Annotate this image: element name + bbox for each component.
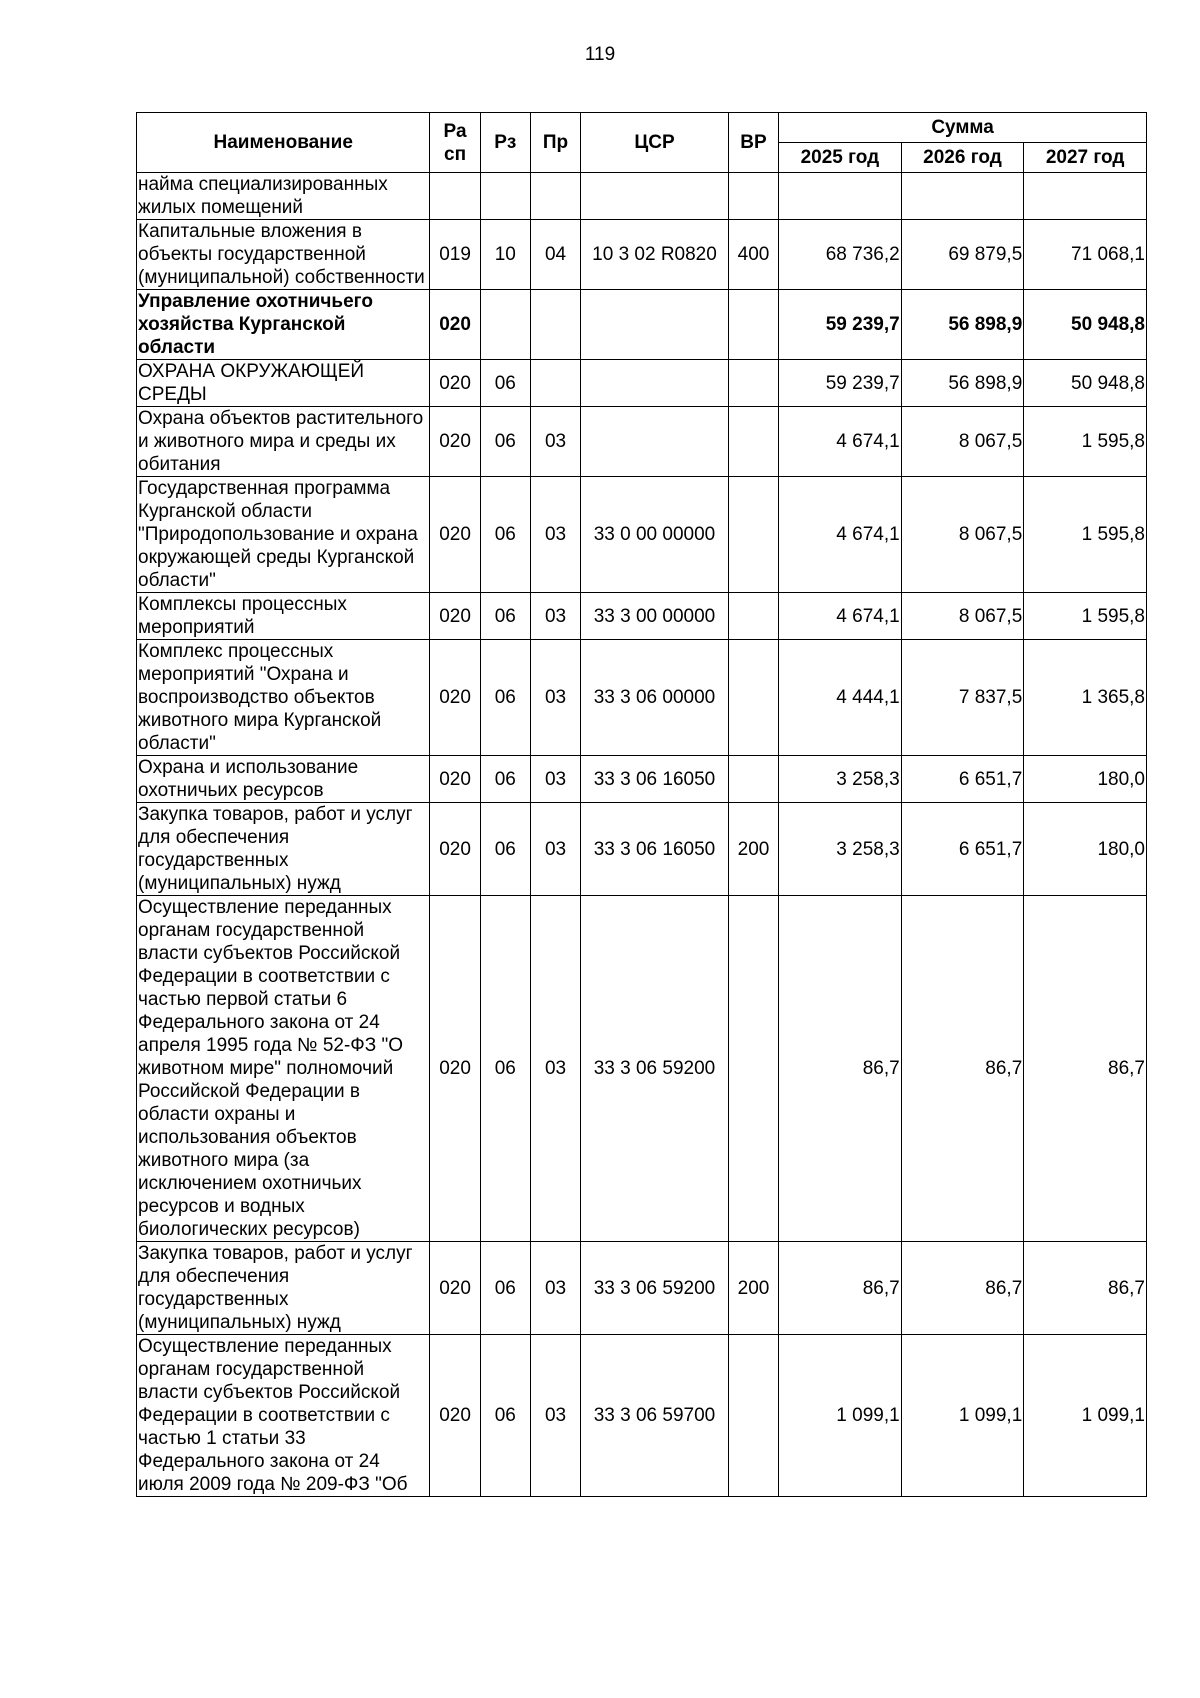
cell-rasp: 020 <box>430 477 480 593</box>
header-vr: ВР <box>728 113 778 173</box>
cell-csr: 33 3 06 16050 <box>581 803 729 896</box>
cell-2027: 1 595,8 <box>1024 593 1147 640</box>
cell-2025: 59 239,7 <box>779 290 902 360</box>
cell-vr <box>728 360 778 407</box>
cell-2025: 59 239,7 <box>779 360 902 407</box>
cell-2025: 4 674,1 <box>779 593 902 640</box>
cell-name: ОХРАНА ОКРУЖАЮЩЕЙ СРЕДЫ <box>137 360 430 407</box>
header-2026: 2026 год <box>901 143 1024 173</box>
cell-rasp: 020 <box>430 803 480 896</box>
cell-name: Осуществление переданных органам государственной власти субъектов Российской Федерации в соответствии с частью первой статьи 6 Федерального закона от 24 апреля 1995 года № 52-ФЗ "О животном мире" полномочий Российской Федерации в области охраны и использования объектов животного мира (за исключением охотничьих ресурсов и водных биологических ресурсов) <box>137 896 430 1242</box>
cell-2026: 8 067,5 <box>901 593 1024 640</box>
cell-pr: 03 <box>530 1242 580 1335</box>
cell-name: Охрана объектов растительного и животного мира и среды их обитания <box>137 407 430 477</box>
cell-2025: 86,7 <box>779 1242 902 1335</box>
cell-2025: 4 444,1 <box>779 640 902 756</box>
cell-rz: 06 <box>480 1242 530 1335</box>
table-row <box>137 593 1147 640</box>
cell-2025: 3 258,3 <box>779 756 902 803</box>
budget-table <box>136 112 1147 1497</box>
header-rasp: Ра сп <box>430 113 480 173</box>
cell-rz: 06 <box>480 360 530 407</box>
cell-csr: 33 3 06 59700 <box>581 1335 729 1497</box>
cell-vr: 400 <box>728 220 778 290</box>
cell-name: Управление охотничьего хозяйства Курганской области <box>137 290 430 360</box>
cell-pr: 03 <box>530 896 580 1242</box>
cell-2025: 86,7 <box>779 896 902 1242</box>
cell-rz <box>480 173 530 220</box>
cell-csr <box>581 290 729 360</box>
cell-rz: 06 <box>480 1335 530 1497</box>
cell-rasp: 020 <box>430 593 480 640</box>
cell-2025: 3 258,3 <box>779 803 902 896</box>
cell-rz: 06 <box>480 896 530 1242</box>
cell-vr: 200 <box>728 1242 778 1335</box>
cell-2027: 1 595,8 <box>1024 477 1147 593</box>
table-row <box>137 803 1147 896</box>
cell-rasp: 020 <box>430 1242 480 1335</box>
cell-rz: 06 <box>480 477 530 593</box>
cell-rz: 10 <box>480 220 530 290</box>
cell-rz: 06 <box>480 407 530 477</box>
cell-2027 <box>1024 173 1147 220</box>
cell-pr: 03 <box>530 407 580 477</box>
table-row <box>137 896 1147 1242</box>
cell-2026: 86,7 <box>901 896 1024 1242</box>
table-row <box>137 220 1147 290</box>
cell-rz: 06 <box>480 640 530 756</box>
cell-2027: 1 365,8 <box>1024 640 1147 756</box>
cell-2026: 1 099,1 <box>901 1335 1024 1497</box>
cell-csr: 33 3 06 59200 <box>581 1242 729 1335</box>
cell-2027: 71 068,1 <box>1024 220 1147 290</box>
cell-name: найма специализированных жилых помещений <box>137 173 430 220</box>
header-pr: Пр <box>530 113 580 173</box>
cell-2027: 50 948,8 <box>1024 290 1147 360</box>
cell-csr: 33 3 00 00000 <box>581 593 729 640</box>
cell-name: Комплекс процессных мероприятий "Охрана и воспроизводство объектов животного мира Курганской области" <box>137 640 430 756</box>
cell-rasp <box>430 173 480 220</box>
table-row <box>137 1335 1147 1497</box>
cell-2026: 8 067,5 <box>901 477 1024 593</box>
cell-csr <box>581 173 729 220</box>
cell-rasp: 019 <box>430 220 480 290</box>
cell-name: Закупка товаров, работ и услуг для обеспечения государственных (муниципальных) нужд <box>137 1242 430 1335</box>
cell-vr <box>728 756 778 803</box>
cell-vr <box>728 290 778 360</box>
cell-rz <box>480 290 530 360</box>
table-row <box>137 640 1147 756</box>
table-row <box>137 407 1147 477</box>
cell-name: Комплексы процессных мероприятий <box>137 593 430 640</box>
cell-2027: 86,7 <box>1024 1242 1147 1335</box>
cell-2026: 6 651,7 <box>901 803 1024 896</box>
cell-pr: 03 <box>530 1335 580 1497</box>
cell-vr <box>728 173 778 220</box>
cell-pr: 03 <box>530 640 580 756</box>
cell-2026: 6 651,7 <box>901 756 1024 803</box>
cell-vr <box>728 477 778 593</box>
cell-rasp: 020 <box>430 640 480 756</box>
header-rz: Рз <box>480 113 530 173</box>
cell-2027: 1 099,1 <box>1024 1335 1147 1497</box>
header-sum: Сумма <box>779 113 1147 143</box>
cell-vr <box>728 1335 778 1497</box>
cell-rasp: 020 <box>430 407 480 477</box>
cell-name: Закупка товаров, работ и услуг для обеспечения государственных (муниципальных) нужд <box>137 803 430 896</box>
cell-2026: 56 898,9 <box>901 290 1024 360</box>
cell-csr: 33 0 00 00000 <box>581 477 729 593</box>
cell-2026: 8 067,5 <box>901 407 1024 477</box>
cell-2027: 86,7 <box>1024 896 1147 1242</box>
cell-vr <box>728 593 778 640</box>
cell-pr: 04 <box>530 220 580 290</box>
cell-rasp: 020 <box>430 896 480 1242</box>
cell-name: Государственная программа Курганской области "Природопользование и охрана окружающей среды Курганской области" <box>137 477 430 593</box>
cell-2027: 180,0 <box>1024 756 1147 803</box>
table-row <box>137 756 1147 803</box>
cell-rz: 06 <box>480 803 530 896</box>
cell-rz: 06 <box>480 756 530 803</box>
cell-name: Осуществление переданных органам государственной власти субъектов Российской Федерации в соответствии с частью 1 статьи 33 Федерального закона от 24 июля 2009 года № 209-ФЗ "Об <box>137 1335 430 1497</box>
table-row <box>137 290 1147 360</box>
cell-csr: 33 3 06 59200 <box>581 896 729 1242</box>
cell-2027: 50 948,8 <box>1024 360 1147 407</box>
cell-csr: 33 3 06 16050 <box>581 756 729 803</box>
cell-pr <box>530 360 580 407</box>
header-2027: 2027 год <box>1024 143 1147 173</box>
header-name: Наименование <box>137 113 430 173</box>
table-row <box>137 360 1147 407</box>
cell-pr: 03 <box>530 477 580 593</box>
cell-csr: 10 3 02 R0820 <box>581 220 729 290</box>
cell-pr <box>530 290 580 360</box>
cell-vr <box>728 896 778 1242</box>
header-2025: 2025 год <box>779 143 902 173</box>
cell-2025: 4 674,1 <box>779 407 902 477</box>
cell-csr <box>581 360 729 407</box>
cell-2026: 86,7 <box>901 1242 1024 1335</box>
cell-rz: 06 <box>480 593 530 640</box>
cell-name: Капитальные вложения в объекты государственной (муниципальной) собственности <box>137 220 430 290</box>
cell-2027: 1 595,8 <box>1024 407 1147 477</box>
cell-pr <box>530 173 580 220</box>
cell-2025: 4 674,1 <box>779 477 902 593</box>
table-row <box>137 173 1147 220</box>
cell-2026: 7 837,5 <box>901 640 1024 756</box>
cell-2026: 56 898,9 <box>901 360 1024 407</box>
table-row <box>137 477 1147 593</box>
cell-2025: 1 099,1 <box>779 1335 902 1497</box>
cell-2025: 68 736,2 <box>779 220 902 290</box>
page-number: 119 <box>584 44 616 65</box>
cell-2026 <box>901 173 1024 220</box>
cell-csr <box>581 407 729 477</box>
cell-pr: 03 <box>530 803 580 896</box>
cell-name: Охрана и использование охотничьих ресурсов <box>137 756 430 803</box>
cell-vr <box>728 640 778 756</box>
cell-vr: 200 <box>728 803 778 896</box>
header-csr: ЦСР <box>581 113 729 173</box>
cell-2025 <box>779 173 902 220</box>
cell-rasp: 020 <box>430 756 480 803</box>
cell-rasp: 020 <box>430 290 480 360</box>
cell-rasp: 020 <box>430 1335 480 1497</box>
cell-vr <box>728 407 778 477</box>
cell-2026: 69 879,5 <box>901 220 1024 290</box>
table-row <box>137 1242 1147 1335</box>
cell-rasp: 020 <box>430 360 480 407</box>
table-body <box>137 173 1147 1497</box>
cell-csr: 33 3 06 00000 <box>581 640 729 756</box>
cell-2027: 180,0 <box>1024 803 1147 896</box>
cell-pr: 03 <box>530 756 580 803</box>
cell-pr: 03 <box>530 593 580 640</box>
